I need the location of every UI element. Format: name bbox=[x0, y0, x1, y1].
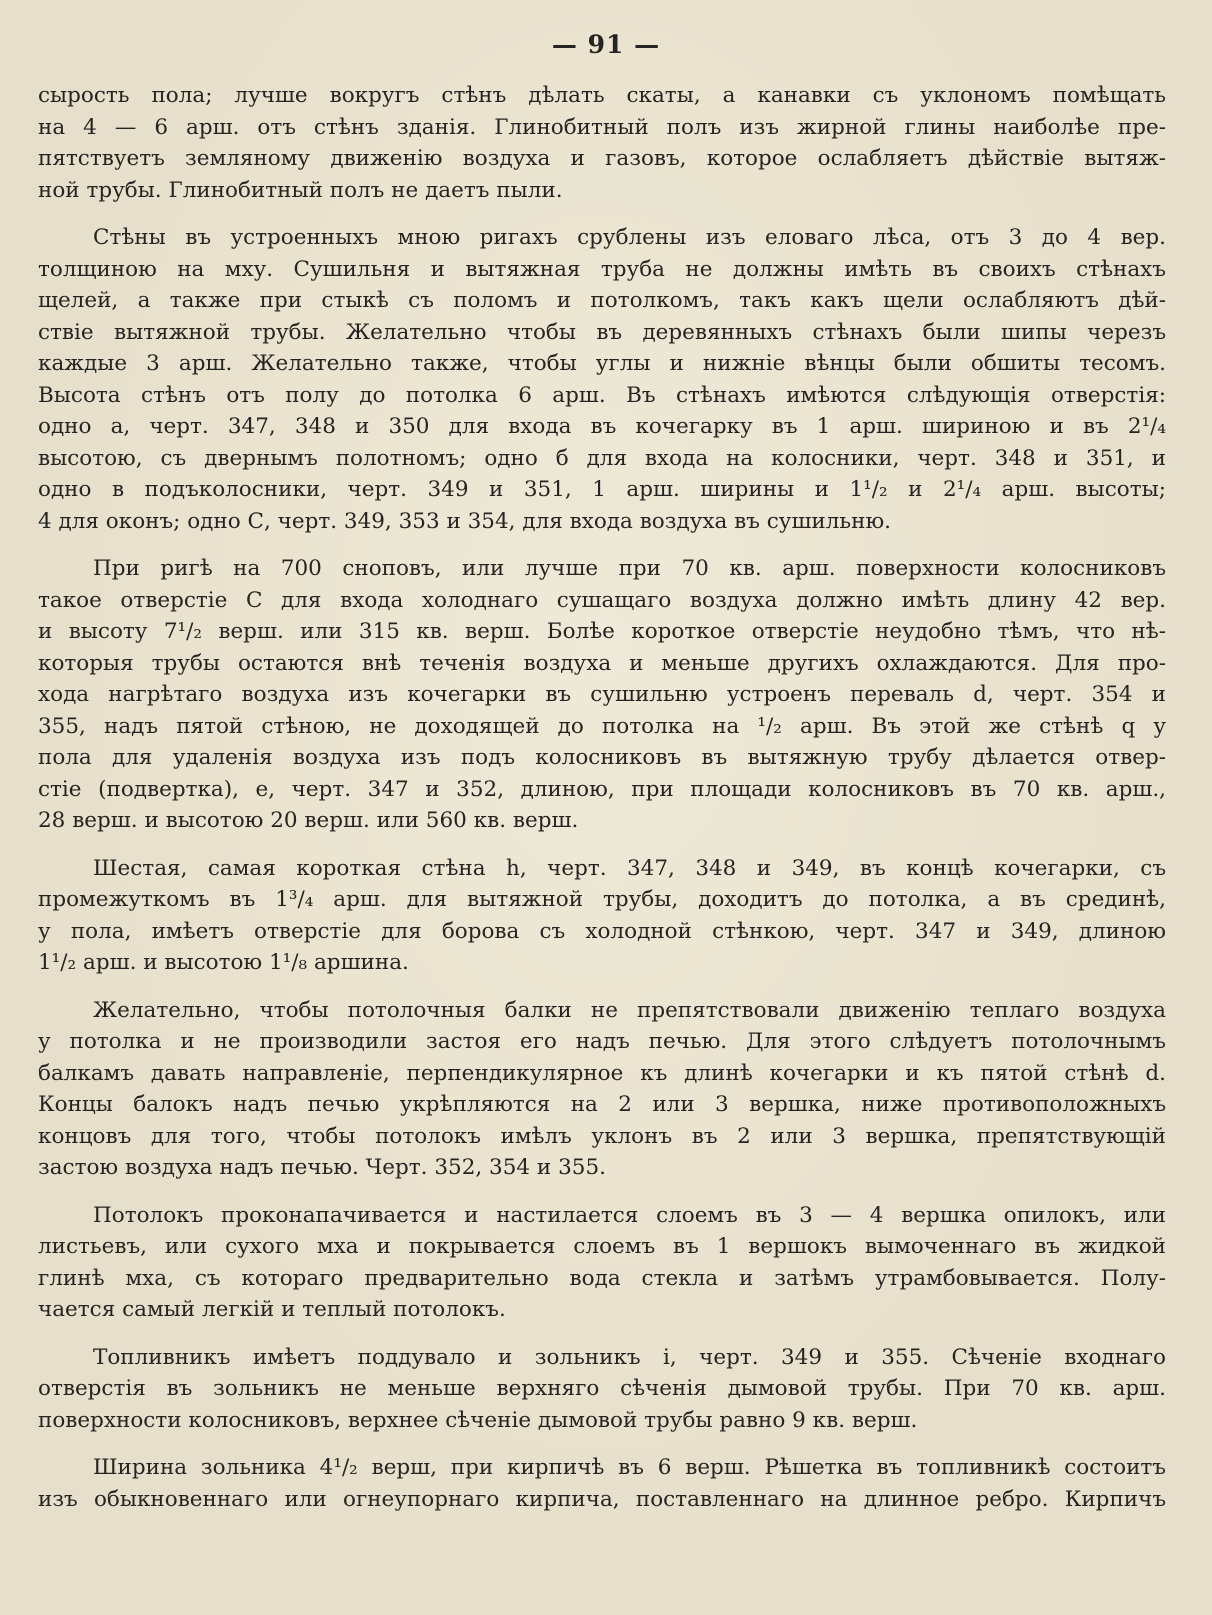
text-line: Концы балокъ надъ печью укрѣпляются на 2 или 3 вершка, ниже противоположныхъ bbox=[38, 1092, 1166, 1117]
paragraph-2 bbox=[38, 222, 1166, 537]
text-line: листьевъ, или сухого мха и покрывается слоемъ въ 1 вершокъ вымоченнаго въ жидкой bbox=[38, 1234, 1166, 1259]
text-line: Топливникъ имѣетъ поддувало и зольникъ і, черт. 349 и 355. Сѣченіе входнаго bbox=[93, 1344, 1166, 1370]
text-line: ной трубы. Глинобитный полъ не даетъ пыли. bbox=[38, 177, 563, 203]
page-number: — 91 — bbox=[551, 30, 661, 59]
text-line: высотою, съ двернымъ полотномъ; одно б для входа на колосники, черт. 348 и 351, и bbox=[38, 445, 1166, 471]
paragraph-6 bbox=[38, 1200, 1166, 1326]
paragraph-1 bbox=[38, 80, 1166, 206]
text-line: которыя трубы остаются внѣ теченія воздуха и меньше другихъ охлаждаются. Для про- bbox=[38, 650, 1166, 676]
text-line: пятствуетъ земляному движенію воздуха и газовъ, которое ослабляетъ дѣйствіе вытяж- bbox=[38, 146, 1166, 171]
text-line: Желательно, чтобы потолочныя балки не препятствовали движенію теплаго воздуха bbox=[93, 997, 1166, 1023]
text-line: одно в подъколосники, черт. 349 и 351, 1 арш. ширины и 1¹/₂ и 2¹/₄ арш. высоты; bbox=[38, 477, 1166, 502]
paragraph-8 bbox=[38, 1452, 1166, 1515]
text-line: 1¹/₂ арш. и высотою 1¹/₈ аршина. bbox=[38, 950, 409, 975]
text-line: Шестая, самая короткая стѣна h, черт. 347, 348 и 349, въ концѣ кочегарки, съ bbox=[93, 855, 1166, 881]
text-line: толщиною на мху. Сушильня и вытяжная труба не должны имѣть въ своихъ стѣнахъ bbox=[38, 256, 1166, 282]
text-line: застою воздуха надъ печью. Черт. 352, 354 и 355. bbox=[38, 1155, 606, 1180]
text-line: изъ обыкновеннаго или огнеупорнаго кирпича, поставленнаго на длинное ребро. Кирпичъ bbox=[38, 1486, 1166, 1512]
text-line: балкамъ давать направленіе, перпендикулярное къ длинѣ кочегарки и къ пятой стѣнѣ d. bbox=[38, 1060, 1166, 1086]
text-line: концовъ для того, чтобы потолокъ имѣлъ уклонъ въ 2 или 3 вершка, препятствующій bbox=[38, 1123, 1166, 1149]
text-line: такое отверстіе С для входа холоднаго сушащаго воздуха должно имѣть длину 42 вер. bbox=[38, 587, 1166, 613]
paragraph-5 bbox=[38, 995, 1166, 1184]
paragraph-7 bbox=[38, 1342, 1166, 1437]
text-line: и высоту 7¹/₂ верш. или 315 кв. верш. Болѣе короткое отверстіе неудобно тѣмъ, что нѣ- bbox=[38, 619, 1166, 644]
text-line: поверхности колосниковъ, верхнее сѣченіе дымовой трубы равно 9 кв. верш. bbox=[38, 1407, 918, 1433]
text-line: у пола, имѣетъ отверстіе для борова съ холодной стѣнкою, черт. 347 и 349, длиною bbox=[38, 918, 1166, 944]
text-line: чается самый легкій и теплый потолокъ. bbox=[38, 1297, 506, 1322]
paragraph-4 bbox=[38, 853, 1166, 979]
text-line: одно а, черт. 347, 348 и 350 для входа въ кочегарку въ 1 арш. шириною и въ 2¹/₄ bbox=[38, 414, 1166, 439]
text-line: промежуткомъ въ 1³/₄ арш. для вытяжной трубы, доходитъ до потолка, а въ срединѣ, bbox=[38, 887, 1166, 912]
text-line: При ригѣ на 700 сноповъ, или лучше при 70 кв. арш. поверхности колосниковъ bbox=[93, 556, 1166, 581]
text-line: 355, надъ пятой стѣною, не доходящей до потолка на ¹/₂ арш. Въ этой же стѣнѣ q у bbox=[38, 713, 1166, 739]
text-line: Ширина зольника 4¹/₂ верш, при кирпичѣ въ 6 верш. Рѣшетка въ топливникѣ состоитъ bbox=[93, 1455, 1166, 1480]
body-text bbox=[38, 80, 1166, 1531]
text-line: щелей, а также при стыкѣ съ поломъ и потолкомъ, такъ какъ щели ослабляютъ дѣй- bbox=[38, 288, 1166, 313]
text-line: отверстія въ зольникъ не меньше верхняго сѣченія дымовой трубы. При 70 кв. арш. bbox=[38, 1376, 1166, 1401]
text-line: у потолка и не производили застоя его надъ печью. Для этого слѣдуетъ потолочнымъ bbox=[38, 1029, 1166, 1054]
text-line: Стѣны въ устроенныхъ мною ригахъ срублены изъ еловаго лѣса, отъ 3 до 4 вер. bbox=[93, 225, 1166, 250]
paragraph-3 bbox=[38, 553, 1166, 837]
text-line: 4 для оконъ; одно С, черт. 349, 353 и 354, для входа воздуха въ сушильню. bbox=[38, 508, 892, 534]
text-line: Высота стѣнъ отъ полу до потолка 6 арш. Въ стѣнахъ имѣются слѣдующія отверстія: bbox=[38, 382, 1166, 408]
text-line: сырость пола; лучше вокругъ стѣнъ дѣлать скаты, а канавки съ уклономъ помѣщать bbox=[38, 83, 1166, 108]
text-line: ствіе вытяжной трубы. Желательно чтобы въ деревянныхъ стѣнахъ были шипы черезъ bbox=[38, 319, 1166, 345]
text-line: глинѣ мха, съ котораго предварительно вода стекла и затѣмъ утрамбовывается. Полу- bbox=[38, 1265, 1166, 1291]
text-line: Потолокъ проконапачивается и настилается слоемъ въ 3 — 4 вершка опилокъ, или bbox=[93, 1202, 1166, 1228]
text-line: пола для удаленія воздуха изъ подъ колосниковъ въ вытяжную трубу дѣлается отвер- bbox=[38, 745, 1166, 770]
text-line: стіе (подвертка), е, черт. 347 и 352, длиною, при площади колосниковъ въ 70 кв. арш., bbox=[38, 776, 1166, 802]
text-line: 28 верш. и высотою 20 верш. или 560 кв. верш. bbox=[38, 808, 579, 833]
text-line: хода нагрѣтаго воздуха изъ кочегарки въ сушильню устроенъ переваль d, черт. 354 и bbox=[38, 682, 1166, 707]
text-line: каждые 3 арш. Желательно также, чтобы углы и нижніе вѣнцы были обшиты тесомъ. bbox=[38, 351, 1166, 376]
text-line: на 4 — 6 арш. отъ стѣнъ зданія. Глинобитный полъ изъ жирной глины наиболѣе пре- bbox=[38, 114, 1166, 140]
